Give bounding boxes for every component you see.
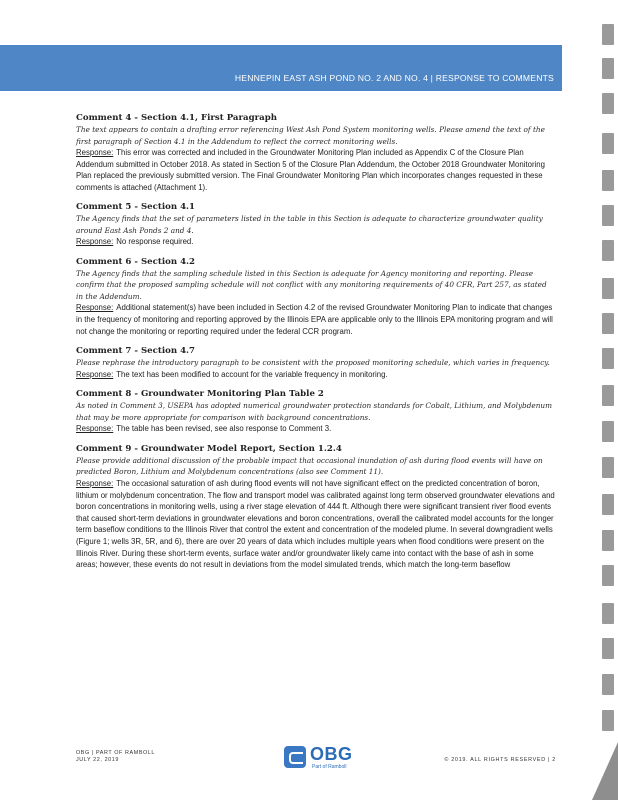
comment-title: Comment 7 - Section 4.7 [76,346,196,357]
comment-title: Comment 5 - Section 4.1 [76,202,196,213]
response [76,478,556,571]
side-tab [602,205,614,226]
response-label: Response: [76,148,114,157]
side-tab [602,530,614,551]
comment-text: The Agency finds that the set of parameters listed in the table in this Section is adequate to characterize groundwater quality around East Ash Ponds 2 and 4. [76,214,543,235]
response-text: The text has been modified to account for the variable frequency in monitoring. [116,369,388,379]
response [76,302,556,337]
response-label: Response: [76,303,114,313]
footer-left [76,750,155,764]
response-text: The occasional saturation of ash during flood events will not have significant effect on the predicted concentration of boron, lithium or molybdenum concentration. The flow and transport model was calibrated against long term observed groundwater elevations and boron concentrations in monitoring wells, using a river stage elevation of 444 ft. Although there were significant transient river flood events that caused short-term deviations in groundwater elevations and boron concentrations, overall the calibrated model accounts for the longer term baseflow conditions to the Illinois River that control the extent and concentration of the modeled plume. In several downgradient wells (Figure 1; wells 3R, 5R, and 6), there are over 20 years of data which includes multiple years when flood conditions were present on the Illinois River. During these short-term events, surface water and/or groundwater likely came into contact with the base of ash in some areas; however, these events do not result in deviations from the model simulated trends, which match the long-term baseflow [76,478,555,570]
side-tab [602,93,614,114]
side-tab [602,278,614,299]
response-text: This error was corrected and included in the Groundwater Monitoring Plan included as Appendix C of the Closure Plan Addendum submitted in October 2018. As stated in Section 5 of the Closure Plan Addendum, the October 2018 Groundwater Monitoring Plan replaced the previously submitted version. The Final Groundwater Monitoring Plan which incorporates changes requested in these comments is attached (Attachment 1). [76,148,545,192]
side-tab [602,313,614,334]
comment-block [76,388,556,435]
comment-title: Comment 4 - Section 4.1, First Paragraph [76,113,277,123]
response-label: Response: [76,369,114,379]
side-tab [602,457,614,478]
obg-logo-icon [284,746,306,768]
logo-subtitle: Part of Ramboll [312,764,347,770]
side-tab [602,494,614,515]
comment-title: Comment 9 - Groundwater Model Report, Section 1.2.4 [76,443,342,454]
side-tab [602,674,614,695]
comments-list [76,112,556,579]
response [76,423,556,435]
side-tab [602,565,614,586]
comment-text: The text appears to contain a drafting error referencing West Ash Pond System monitoring wells. Please amend the text of the first paragraph of Section 4.1 in the Addendum to reflect the correct monitoring wells. [76,125,545,146]
side-tab [602,385,614,406]
comment-title: Comment 8 - Groundwater Monitoring Plan Table 2 [76,389,324,400]
side-tab [602,421,614,442]
side-tab [602,638,614,659]
corner-shade [592,742,618,800]
response-label: Response: [76,424,114,434]
response-label: Response: [76,237,114,247]
comment-block [76,112,556,193]
footer-company: OBG | PART OF RAMBOLL [76,750,156,756]
banner-title: HENNEPIN EAST ASH POND NO. 2 AND NO. 4 | RESPONSE TO COMMENTS [234,73,554,83]
header-banner [0,45,562,91]
side-tab [602,170,614,191]
comment-block [76,256,556,337]
side-tab [602,133,614,154]
response-text: The table has been revised, see also response to Comment 3. [116,424,332,434]
comment-block [76,201,556,248]
response-text: Additional statement(s) have been included in Section 4.2 of the revised Groundwater Monitoring Plan to indicate that changes in the frequency of monitoring and reporting approved by the Illinois EPA are applicable only to the Illinois EPA monitoring program and will not change the monitoring or reporting required under the federal CCR program. [76,303,553,336]
side-tab [602,240,614,261]
comment-block [76,443,556,571]
response [76,236,556,248]
footer-copyright: © 2019. ALL RIGHTS RESERVED | 2 [444,757,556,763]
comment-text: As noted in Comment 3, USEPA has adopted numerical groundwater protection standards for Cobalt, Lithium, and Molybdenum that may be more appropriate for comparison with background concentrations. [76,401,553,422]
footer-date: JULY 22, 2019 [76,757,119,763]
comment-text: Please rephrase the introductory paragraph to be consistent with the proposed monitoring schedule, which varies in frequency. [76,358,550,368]
response-text: No response required. [116,237,194,247]
obg-logo [284,744,364,774]
side-tab [602,348,614,369]
response [76,369,556,381]
side-tab [602,58,614,79]
response [76,147,556,193]
response-label: Response: [76,478,114,488]
comment-text: The Agency finds that the sampling schedule listed in this Section is adequate for Agency monitoring and reporting. Please confirm that the proposed sampling schedule will not conflict with any monitoring requirements of 40 CFR, Part 257, as stated in the Addendum. [76,268,547,301]
comment-text: Please provide additional discussion of the probable impact that occasional inundation of ash during flood events will have on predicted Boron, Lithium and Molybdenum concentrations (also see Comment 11). [76,455,543,477]
logo-name: OBG [310,744,353,764]
comment-title: Comment 6 - Section 4.2 [76,256,196,267]
comment-block [76,345,556,380]
side-tab [602,710,614,731]
side-tab [602,24,614,45]
side-tab [602,603,614,624]
side-tabs [598,0,618,800]
